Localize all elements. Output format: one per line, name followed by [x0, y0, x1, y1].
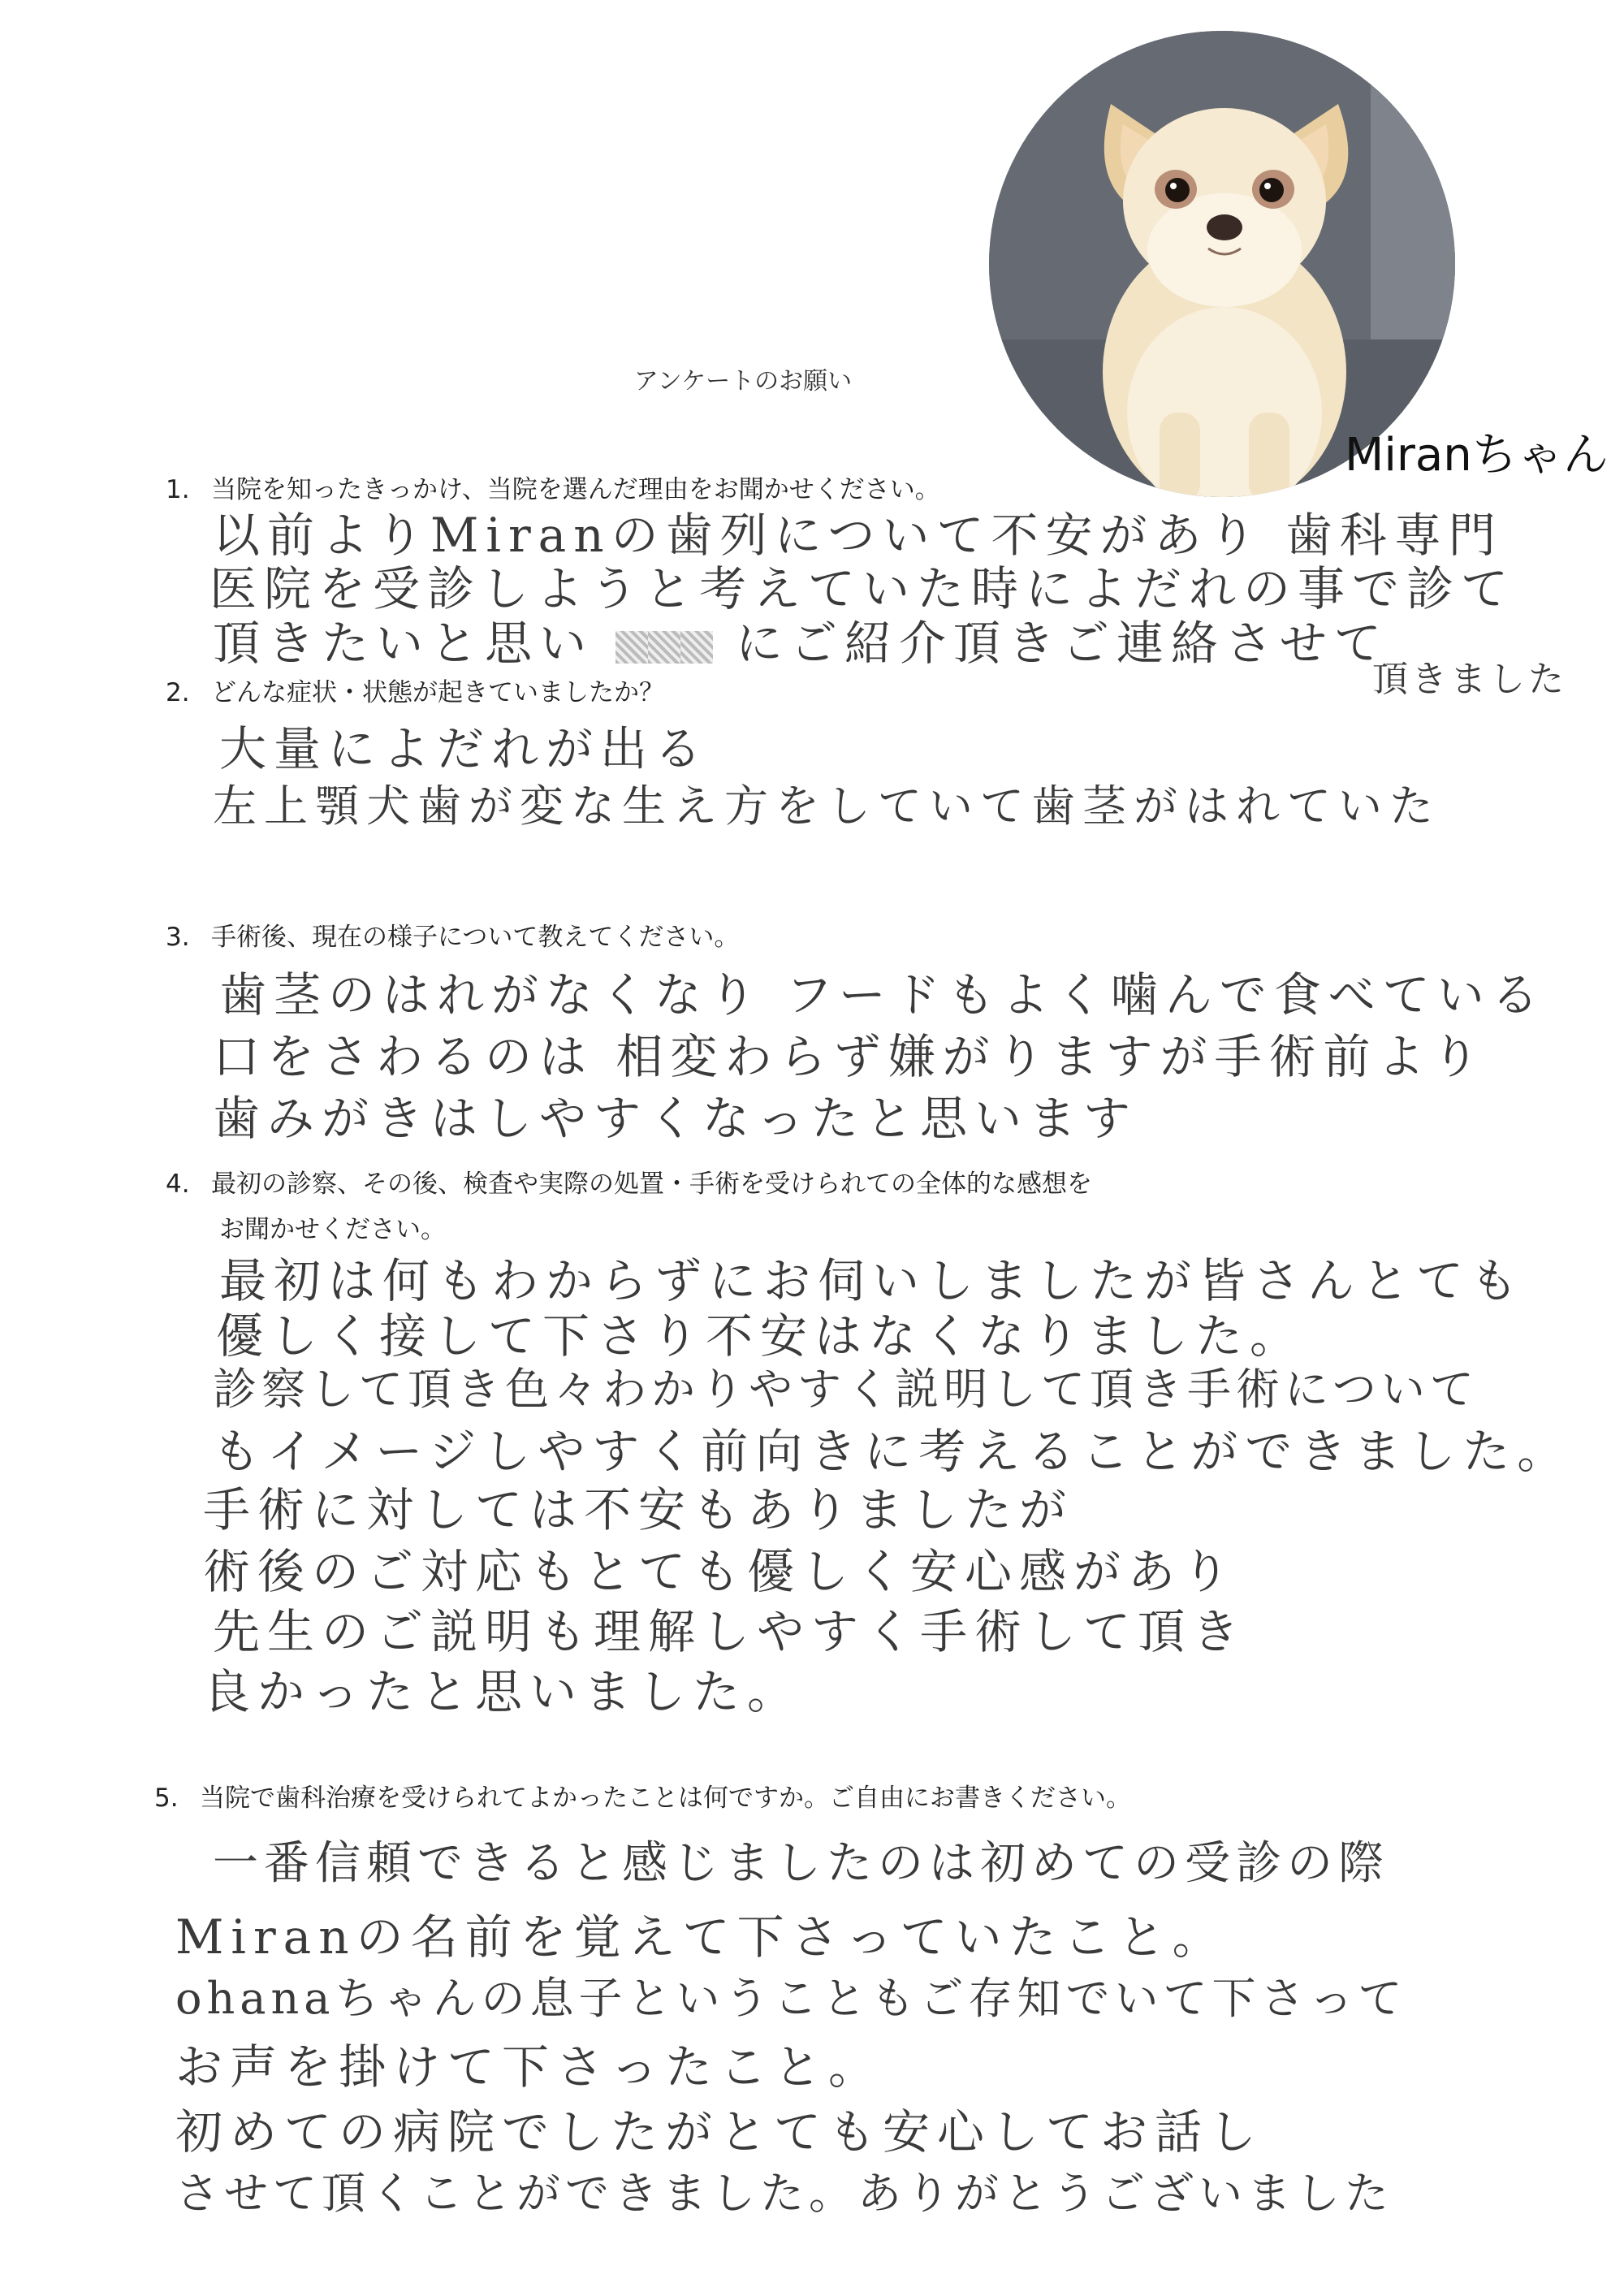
survey-title: アンケートのお願い	[633, 367, 853, 396]
redacted-name	[680, 631, 713, 664]
question-3	[166, 916, 739, 953]
pet-name-label: Miranちゃん	[1345, 429, 1609, 482]
answer-line: 口をさわるのは 相変わらず嫌がりますが手術前より	[213, 1029, 1487, 1084]
answer-line: 初めての病院でしたがとても安心してお話し	[175, 2104, 1264, 2160]
question-text: 手術後、現在の様子について教えてください。	[211, 923, 740, 952]
answer-line: Miranの名前を覚えて下さっていたこと。	[175, 1909, 1227, 1965]
answer-fragment: にご紹介頂きご連絡させて	[735, 616, 1389, 671]
answer-line: させて頂くことができました。ありがとうございました	[175, 2168, 1393, 2219]
question-number: 5.	[154, 1784, 179, 1813]
answer-line: 優しく接して下さり不安はなくなりました。	[216, 1308, 1305, 1364]
question-text: 当院を知ったきっかけ、当院を選んだ理由をお聞かせください。	[211, 475, 940, 504]
answer-line: 手術に対しては不安もありましたが	[203, 1482, 1074, 1537]
question-number: 1.	[166, 475, 190, 504]
answer-line: もイメージしやすく前向きに考えることができました。	[213, 1424, 1572, 1479]
answer-line: 診察して頂き色々わかりやすく説明して頂き手術について	[213, 1364, 1479, 1415]
answer-line: 頂きました	[1372, 659, 1567, 700]
answer-line: 術後のご対応もとても優しく安心感があり	[203, 1544, 1237, 1599]
answer-line: 以前よりMiranの歯列について不安があり 歯科専門	[213, 508, 1503, 563]
question-text: どんな症状・状態が起きていましたか？	[211, 678, 664, 707]
answer-fragment: 頂きたいと思い	[213, 616, 594, 671]
answer-line: 歯みがきはしやすくなったと思います	[213, 1091, 1138, 1146]
question-number: 3.	[166, 923, 190, 952]
answer-line: お声を掛けて下さったこと。	[175, 2039, 883, 2095]
answer-line: 一番信頼できると感じましたのは初めての受診の際	[213, 1837, 1389, 1890]
answer-line: 大量によだれが出る	[219, 721, 710, 776]
answer-line: 歯茎のはれがなくなり フードもよく噛んで食べている	[219, 967, 1546, 1023]
answer-line: 最初は何もわからずにお伺いしましたが皆さんとても	[219, 1253, 1526, 1308]
answer-line: 先生のご説明も理解しやすく手術して頂き	[213, 1604, 1247, 1659]
redacted-name	[648, 631, 680, 664]
answer-line: 良かったと思いました。	[203, 1664, 802, 1719]
question-4	[166, 1163, 1092, 1200]
question-2	[166, 672, 664, 708]
question-4-line2: お聞かせください。	[219, 1215, 446, 1244]
answer-line: 医院を受診しようと考えていた時によだれの事で診て	[209, 561, 1516, 616]
question-5	[154, 1777, 1131, 1814]
question-number: 2.	[166, 678, 190, 707]
answer-line: 左上顎犬歯が変な生え方をしていて歯茎がはれていた	[213, 780, 1440, 832]
question-text: 当院で歯科治療を受けられてよかったことは何ですか。ご自由にお書きください。	[200, 1784, 1131, 1813]
question-text: 最初の診察、その後、検査や実際の処置・手術を受けられての全体的な感想を	[211, 1170, 1092, 1199]
redacted-name	[615, 631, 648, 664]
answer-line	[213, 605, 1389, 673]
answer-line: ohanaちゃんの息子ということもご存知でいて下さって	[175, 1973, 1407, 2024]
question-number: 4.	[166, 1170, 190, 1199]
